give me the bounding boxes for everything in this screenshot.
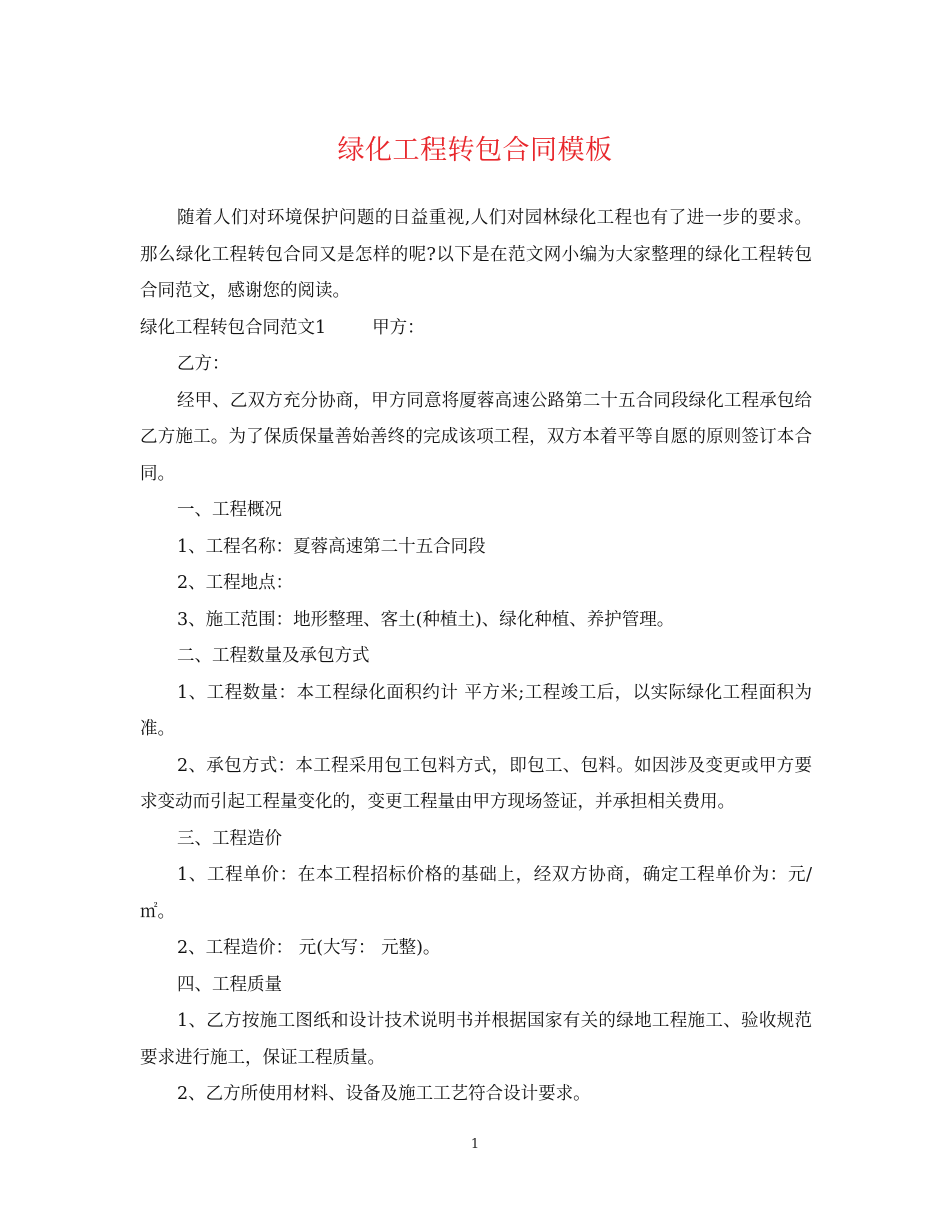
party-a-label: 甲方： bbox=[372, 317, 425, 338]
section-1-item-1: 1、工程名称：夏蓉高速第二十五合同段 bbox=[177, 536, 486, 557]
page-number: 1 bbox=[470, 1137, 480, 1152]
section-4-item-1: 1、乙方按施工图纸和设计技术说明书并根据国家有关的绿地工程施工、验收规范要求进行施工，保证工程质量。 bbox=[140, 1011, 812, 1068]
section-2-item-2: 2、承包方式：本工程采用包工包料方式，即包工、包料。如因涉及变更或甲方要求变动而引起工程量变化的，变更工程量由甲方现场签证，并承担相关费用。 bbox=[140, 755, 812, 812]
section-2-title: 二、工程数量及承包方式 bbox=[177, 646, 370, 666]
party-b-label: 乙方： bbox=[177, 354, 230, 374]
section-1-item-3: 3、施工范围：地形整理、客土(种植土)、绿化种植、养护管理。 bbox=[177, 609, 675, 630]
section-4-title: 四、工程质量 bbox=[177, 974, 282, 995]
section-3-title: 三、工程造价 bbox=[177, 828, 282, 849]
section-3-item-2: 2、工程造价： 元(大写： 元整)。 bbox=[177, 938, 441, 958]
section-1-item-2: 2、工程地点： bbox=[177, 573, 294, 593]
section-4-item-2: 2、乙方所使用材料、设备及施工工艺符合设计要求。 bbox=[177, 1084, 591, 1104]
sample-heading: 绿化工程转包合同范文1 bbox=[140, 317, 327, 338]
preamble-paragraph: 经甲、乙双方充分协商，甲方同意将厦蓉高速公路第二十五合同段绿化工程承包给乙方施工。为了保质保量善始善终的完成该项工程，双方本着平等自愿的原则签订本合同。 bbox=[140, 390, 812, 484]
sample-heading-line bbox=[140, 310, 812, 347]
document-body bbox=[140, 200, 812, 1113]
section-2-item-1: 1、工程数量：本工程绿化面积约计 平方米;工程竣工后，以实际绿化工程面积为准。 bbox=[140, 682, 812, 739]
section-3-item-1: 1、工程单价：在本工程招标价格的基础上，经双方协商，确定工程单价为：元/㎡。 bbox=[140, 865, 812, 922]
intro-paragraph: 随着人们对环境保护问题的日益重视,人们对园林绿化工程也有了进一步的要求。那么绿化工程转包合同又是怎样的呢?以下是在范文网小编为大家整理的绿化工程转包合同范文，感谢您的阅读。 bbox=[140, 208, 812, 301]
section-1-title: 一、工程概况 bbox=[177, 500, 282, 520]
document-title: 绿化工程转包合同模板 bbox=[337, 135, 613, 166]
